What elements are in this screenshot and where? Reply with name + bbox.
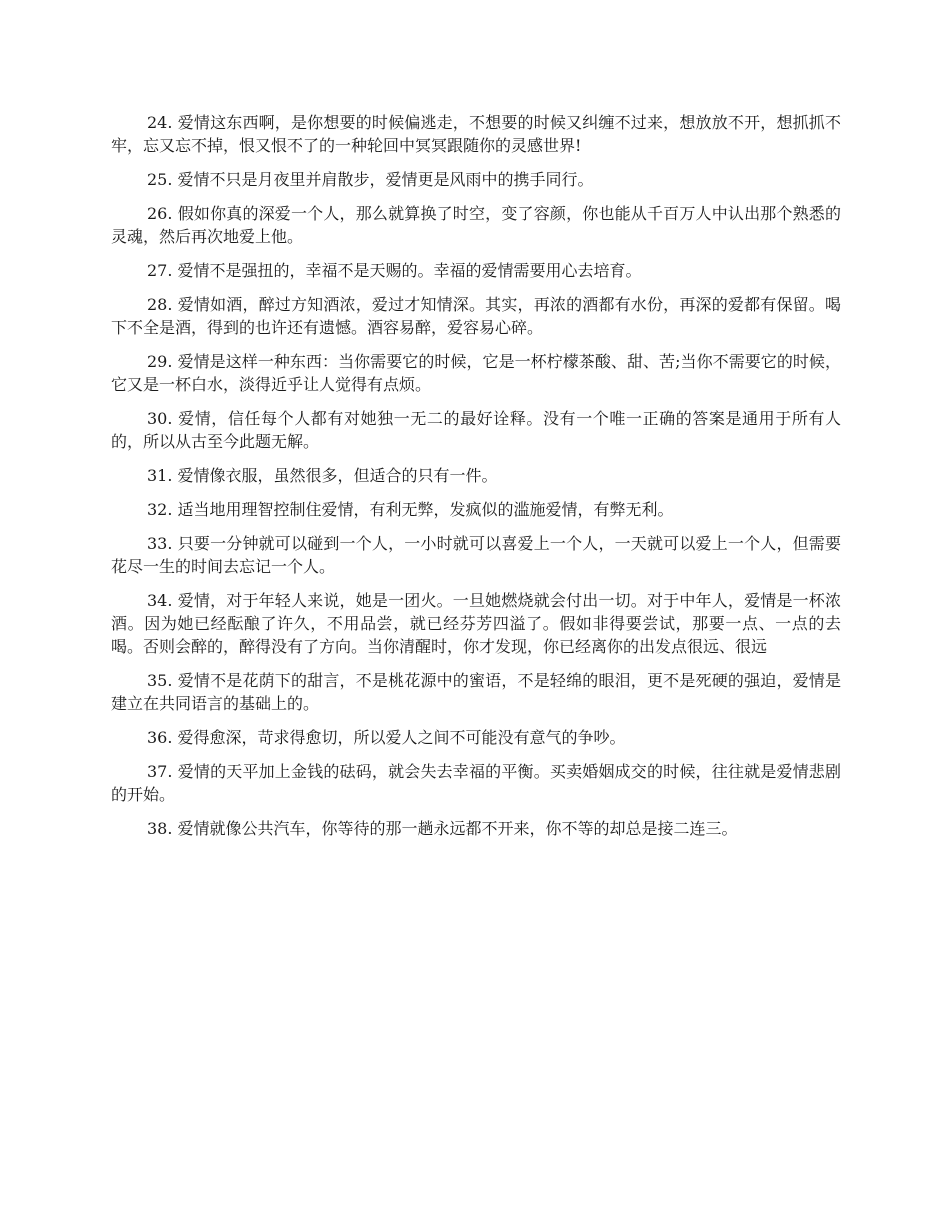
paragraph-29: 29. 爱情是这样一种东西：当你需要它的时候，它是一杯柠檬茶酸、甜、苦;当你不需要它的时候，它又是一杯白水，淡得近乎让人觉得有点烦。 — [111, 352, 841, 394]
paragraph-31: 31. 爱情像衣服，虽然很多，但适合的只有一件。 — [147, 466, 498, 485]
paragraph-27: 27. 爱情不是强扭的，幸福不是天赐的。幸福的爱情需要用心去培育。 — [147, 261, 642, 280]
paragraph-38: 38. 爱情就像公共汽车，你等待的那一趟永远都不开来，你不等的却总是接二连三。 — [147, 819, 738, 838]
paragraph-36: 36. 爱得愈深，苛求得愈切，所以爱人之间不可能没有意气的争吵。 — [147, 728, 626, 747]
paragraph-25: 25. 爱情不只是月夜里并肩散步，爱情更是风雨中的携手同行。 — [147, 170, 594, 189]
paragraph-33: 33. 只要一分钟就可以碰到一个人，一小时就可以喜爱上一个人，一天就可以爱上一个人，但需要花尽一生的时间去忘记一个人。 — [111, 534, 841, 576]
paragraph-35: 35. 爱情不是花荫下的甜言，不是桃花源中的蜜语，不是轻绵的眼泪，更不是死硬的强迫，爱情是建立在共同语言的基础上的。 — [111, 671, 841, 713]
document-body — [111, 111, 841, 851]
paragraph-28: 28. 爱情如酒，醉过方知酒浓，爱过才知情深。其实，再浓的酒都有水份，再深的爱都有保留。喝下不全是酒，得到的也许还有遗憾。酒容易醉，爱容易心碎。 — [111, 295, 841, 337]
paragraph-24: 24. 爱情这东西啊，是你想要的时候偏逃走，不想要的时候又纠缠不过来，想放放不开，想抓抓不牢，忘又忘不掉，恨又恨不了的一种轮回中冥冥跟随你的灵感世界! — [111, 113, 841, 155]
paragraph-37: 37. 爱情的天平加上金钱的砝码，就会失去幸福的平衡。买卖婚姻成交的时候，往往就是爱情悲剧的开始。 — [111, 762, 841, 804]
paragraph-32: 32. 适当地用理智控制住爱情，有利无弊，发疯似的滥施爱情，有弊无利。 — [147, 500, 674, 519]
paragraph-34: 34. 爱情，对于年轻人来说，她是一团火。一旦她燃烧就会付出一切。对于中年人，爱情是一杯浓酒。因为她已经酝酿了许久，不用品尝，就已经芬芳四溢了。假如非得要尝试，那要一点、一点的去喝。否则会醉的，醉得没有了方向。当你清醒时，你才发现，你已经离你的出发点很远、很远 — [111, 591, 841, 656]
paragraph-30: 30. 爱情，信任每个人都有对她独一无二的最好诠释。没有一个唯一正确的答案是通用于所有人的，所以从古至今此题无解。 — [111, 409, 841, 451]
paragraph-26: 26. 假如你真的深爱一个人，那么就算换了时空，变了容颜，你也能从千百万人中认出那个熟悉的灵魂，然后再次地爱上他。 — [111, 204, 841, 246]
